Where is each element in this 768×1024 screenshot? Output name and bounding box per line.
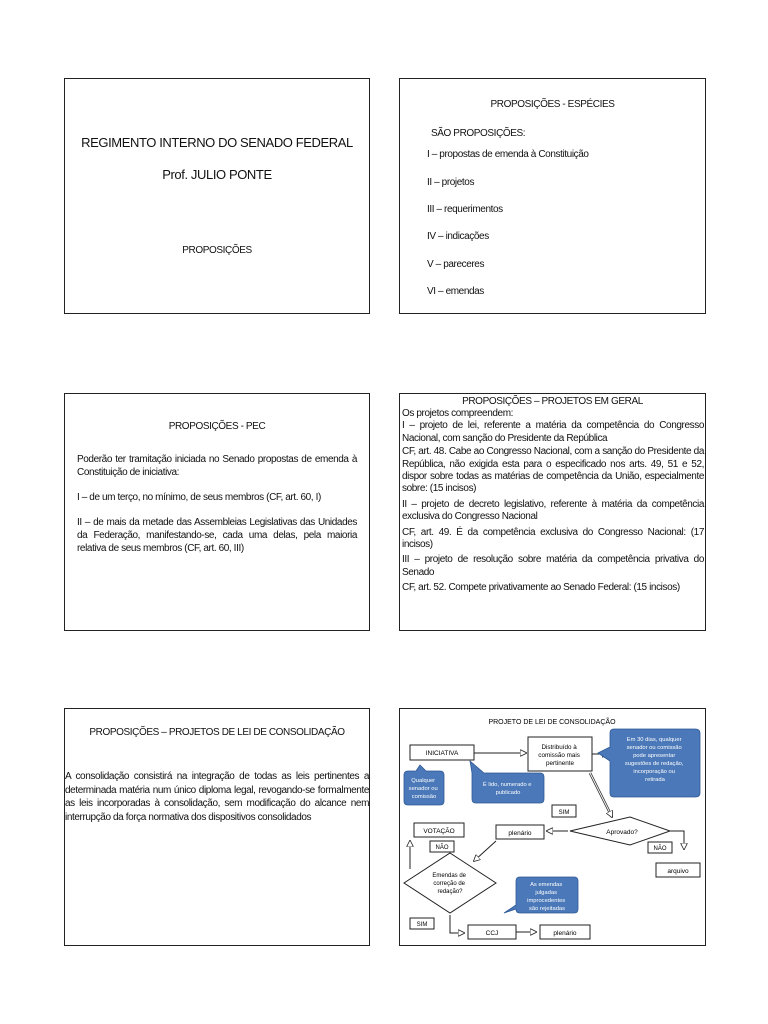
slide-heading: PROPOSIÇÕES - PEC <box>168 421 266 432</box>
paragraph: II – de mais da metade das Assembleias Legislativas das Unidades da Federação, manifestando-se, cada uma delas, pela maioria relativa de seus membros (CF, art. 60, III) <box>77 517 357 554</box>
nao-label: NÃO <box>653 846 667 852</box>
slide-flowchart <box>399 708 706 946</box>
flowchart-title: PROJETO DE LEI DE CONSOLIDAÇÃO <box>488 719 616 726</box>
slide-subheading: SÃO PROPOSIÇÕES: <box>431 128 526 139</box>
document-title: REGIMENTO INTERNO DO SENADO FEDERAL <box>81 135 353 150</box>
topic: PROPOSIÇÕES <box>182 245 252 256</box>
paragraph: I – de um terço, no mínimo, de seus membros (CF, art. 60, I) <box>77 492 321 503</box>
callout-lido-text: É lido, numerado e publicado <box>482 782 532 796</box>
ccj-label: CCJ <box>485 930 499 937</box>
slide-body <box>77 453 357 567</box>
callout-30-dias-text: Em 30 dias, qualquer senador ou comissão pode apresentar sugestões de redação, incorporação ou retirada <box>624 737 684 783</box>
slide-heading: PROPOSIÇÕES – PROJETOS DE LEI DE CONSOLIDAÇÃO <box>89 727 345 738</box>
list-item: III – requerimentos <box>427 204 503 215</box>
list-item: VI – emendas <box>427 286 484 297</box>
slide-body <box>402 408 704 598</box>
list-item: V – pareceres <box>427 259 485 270</box>
list-item: II – projetos <box>427 177 475 188</box>
author: Prof. JULIO PONTE <box>162 167 272 182</box>
paragraph: Os projetos compreendem: <box>402 408 514 419</box>
arrow <box>474 841 496 861</box>
votacao-label: VOTAÇÃO <box>423 828 455 835</box>
slide-consolidacao <box>64 708 370 946</box>
paragraph: I – projeto de lei, referente a matéria da competência do Congresso Nacional, com sanção do Presidente da República <box>402 420 704 444</box>
list-item: I – propostas de emenda à Constituição <box>427 149 589 160</box>
slide-heading: PROPOSIÇÕES – PROJETOS EM GERAL <box>462 396 643 407</box>
paragraph: CF, art. 48. Cabe ao Congresso Nacional, com a sanção do Presidente da República, não exigida esta para o especificado nos arts. 49, 51 e 52, dispor sobre todas as matérias de competência da União, especialmente sobre: (15 incisos) <box>402 446 704 495</box>
callout-emendas-text: As emendas julgadas improcedentes são rejeitadas <box>527 882 566 912</box>
slide-especies <box>399 78 706 314</box>
iniciativa-label: INICIATIVA <box>425 750 459 757</box>
paragraph: Poderão ter tramitação iniciada no Senado propostas de emenda à Constituição de iniciativa: <box>77 454 357 478</box>
flowchart <box>400 709 705 945</box>
nao-label: NÃO <box>435 845 449 851</box>
sim-label: SIM <box>416 922 428 928</box>
paragraph: A consolidação consistirá na integração de todas as leis pertinentes a determinada matéria num único diploma legal, revogando-se formalmente as leis incorporadas à consolidação, sem modificação do alcance nem interrupção da força normativa dos dispositivos consolidados <box>65 771 369 823</box>
slide-heading: PROPOSIÇÕES - ESPÉCIES <box>490 99 615 110</box>
arquivo-label: arquivo <box>667 868 689 875</box>
plenario-label: plenário <box>553 930 577 937</box>
sim-label: SIM <box>558 810 570 816</box>
distribuido-label: Distribuído à comissão mais pertinente <box>538 744 580 767</box>
slide-projetos <box>399 393 706 631</box>
callout-qualquer-text: Qualquer senador ou comissão <box>408 778 438 800</box>
paragraph: II – projeto de decreto legislativo, referente à matéria da competência exclusiva do Congresso Nacional <box>402 498 704 523</box>
slide-title <box>64 78 370 314</box>
paragraph: III – projeto de resolução sobre matéria da competência privativa do Senado <box>402 554 704 578</box>
plenario-label: plenário <box>508 830 532 837</box>
paragraph: CF, art. 52. Compete privativamente ao Senado Federal: (15 incisos) <box>402 582 680 594</box>
emendas-label: Emendas de correção de redação? <box>432 873 467 895</box>
arrow <box>450 915 464 933</box>
list-item: IV – indicações <box>427 231 489 242</box>
aprovado-label: Aprovado? <box>606 829 638 836</box>
paragraph: CF, art. 49. É da competência exclusiva do Congresso Nacional: (17 incisos) <box>402 526 704 551</box>
slide-pec <box>64 393 370 631</box>
